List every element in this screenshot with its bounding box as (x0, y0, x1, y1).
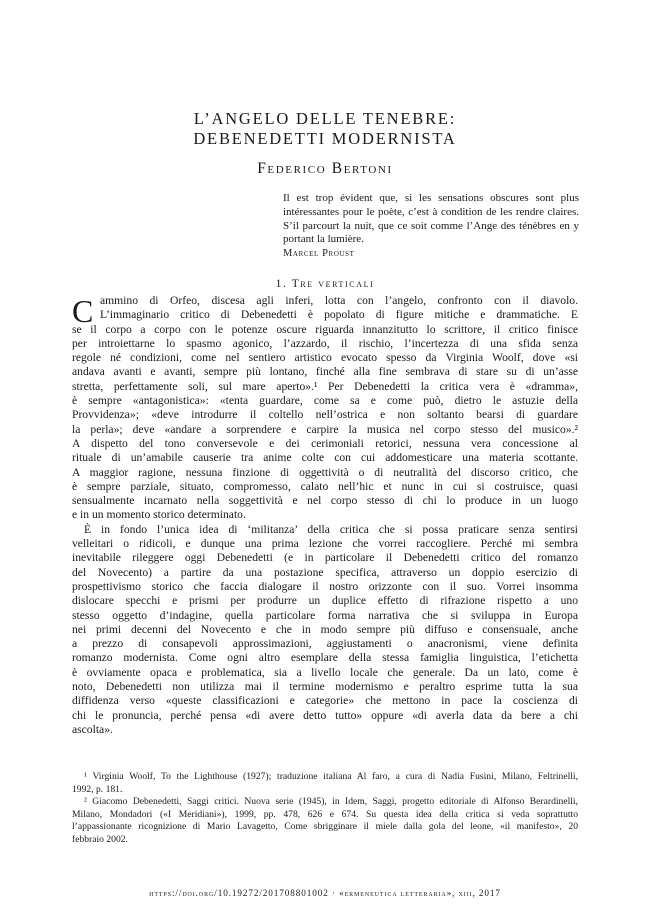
body-line: per introiettarne lo spasmo agonico, l’azzardo, il rischio, l’incertezza di una sfida senza (72, 336, 578, 350)
body-line: A maggior ragione, nessuna finzione di oggettività o di neutralità del discorso critico, che (72, 465, 578, 479)
footnote-line: ¹ Virginia Woolf, To the Lighthouse (1927); traduzione italiana Al faro, a cura di Nadia Fusini, Milano, Feltrinelli, (84, 771, 578, 782)
body-line: Provvidenza»; «deve introdurre il coltello nell’ostrica e non soltanto bearsi di guardare (72, 408, 578, 422)
body-line: velleitari o ridicoli, e dunque una prima lezione che vorrei raccogliere. Perché mi sembra (72, 537, 578, 551)
body-line: È in fondo l’unica idea di ‘militanza’ della critica che si possa praticare senza sentirsi (84, 522, 578, 536)
body-line: noto, Debenedetti non utilizza mai il termine modernismo e peraltro esprime tutta la sua (72, 680, 578, 694)
article-title-line-2: DEBENEDETTI MODERNISTA (193, 129, 457, 148)
article-title-line-1: L’ANGELO DELLE TENEBRE: (193, 109, 457, 128)
body-line: A dispetto del tono conversevole e dei cerimoniali retorici, nessuna vera concessione al (72, 436, 578, 450)
footnote-line: ² Giacomo Debenedetti, Saggi critici. Nuova serie (1945), in Idem, Saggi, progetto editoriale di Alfonso Berardinelli, (84, 796, 578, 808)
body-line: ascolta». (72, 722, 113, 736)
body-line: la perla»; deve «andare a sorprendere e carpire la musica nel corpo stesso del musico».² (72, 422, 578, 436)
body-line: inevitabile rileggere oggi Debenedetti (e in particolare il Debenedetti critico del romanzo (72, 551, 578, 565)
body-line: e in un momento storico determinato. (72, 508, 246, 522)
body-text (72, 294, 578, 737)
body-line: prospettivismo storico che faccia dialogare il nostro orizzonte con il suo. Vorrei insomma (72, 579, 578, 593)
page-footer: https://doi.org/10.19272/201708801002 · «ermeneutica letteraria», xiii, 2017 (149, 888, 501, 898)
body-line: è ovviamente opaca e problematica, sia a livello locale che generale. Da un lato, come è (72, 665, 578, 679)
body-line: diffidenza verso «queste classificazioni e categorie» che mettono in pace la coscienza di (72, 694, 578, 708)
epigraph-text: Il est trop évident que, si les sensations obscures sont plus intéressantes pour le poète, c’est à condition de les rendre claires. S’il parcourt la nuit, que ce soit comme l’Ange des ténèbres en y portant la lumière. (283, 192, 579, 246)
body-line: se il corpo a corpo con le potenze oscure riguarda innanzitutto lo scrittore, il critico finisce (72, 322, 578, 336)
body-line: dislocare specchi e prismi per produrre un duplice effetto di rifrazione rispetto a uno (72, 594, 578, 608)
body-line: andava avanti e avanti, sempre più lontano, finché alla fine sembrava di stare su di un’asse (72, 365, 578, 379)
body-line: del Novecento) a partire da una postazione specifica, attraverso un doppio esercizio di (72, 565, 578, 579)
body-line: è sempre «antagonistica»: «tenta guardare, come sa e come può, dietro le astuzie della (72, 394, 578, 408)
section-heading: 1. Tre verticali (275, 278, 375, 290)
body-line: a prezzo di consapevoli approssimazioni, aggiustamenti o anacronismi, viene definita (72, 637, 578, 651)
body-line: rituale di un’amabile causerie tra anime colte con cui addomesticare una materia scottante. (72, 451, 578, 465)
body-line: nei primi decenni del Novecento e che in modo sempre più diffuso e consensuale, anche (72, 622, 578, 636)
body-line: stesso oggetto d’indagine, quella particolare forma narrativa che si sviluppa in Europa (72, 608, 578, 622)
footnote-line: 1992, p. 181. (72, 783, 123, 795)
article-author: Federico Bertoni (257, 160, 393, 177)
body-line: romanzo modernista. Come ogni altro esemplare della stessa famiglia linguistica, l’etichetta (72, 651, 578, 665)
drop-cap: C (72, 293, 94, 329)
epigraph-author: Marcel Proust (283, 248, 355, 259)
footnotes (72, 771, 578, 847)
body-line: stretta, perfettamente soli, sul mare aperto».¹ Per Debenedetti la critica vera è «dramma», (72, 379, 578, 393)
body-line: L’immaginario critico di Debenedetti è popolato di figure mitiche e drammatiche. E (100, 308, 578, 322)
footnote-line: l’appassionante ricognizione di Mario Lavagetto, Come sbrigginare il miele dalla gola del leone, «il manifesto», 20 (72, 821, 578, 833)
body-line: chi le pronuncia, perché pensa «di avere detto tutto» oppure «di averla data da bere a chi (72, 708, 578, 722)
body-line: ammino di Orfeo, discesa agli inferi, lotta con l’angelo, confronto con il diavolo. (100, 294, 578, 307)
footnote-line: Milano, Mondadori («I Meridiani»), 1999, pp. 478, 626 e 674. Su questa idea della critica si veda soprattutto (72, 808, 578, 820)
body-line: sensualmente incarnato nella soggettività e nel corpo stesso di chi lo produce in un luogo (72, 494, 578, 508)
body-line: è sempre parziale, situato, compromesso, calato nell’hic et nunc in cui si costruisce, quasi (72, 479, 578, 493)
body-line: regole né condizioni, come nel sentiero artistico evocato spesso da Virginia Woolf, dove «si (72, 351, 578, 365)
footnote-line: febbraio 2002. (72, 833, 128, 845)
